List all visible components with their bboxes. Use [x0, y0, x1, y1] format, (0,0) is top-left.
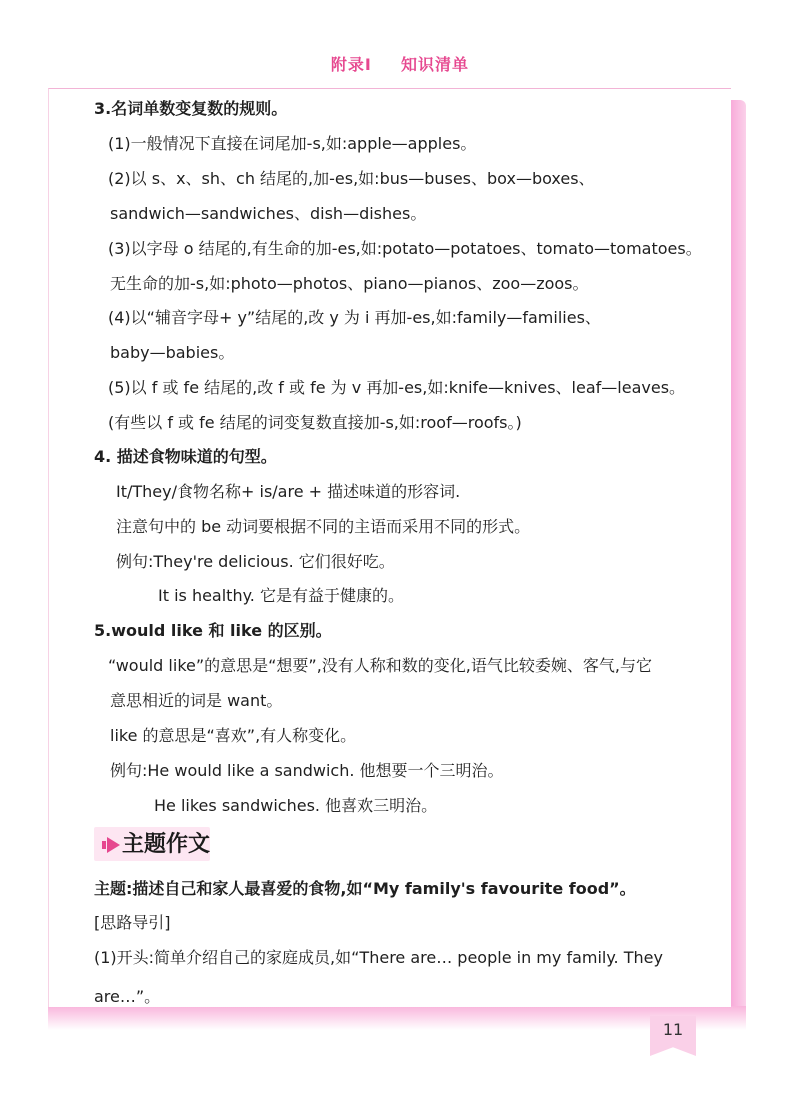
- rule-4: (4)以“辅音字母+ y”结尾的,改 y 为 i 再加-es,如:family—families、: [108, 308, 601, 327]
- taste-example-2: It is healthy. 它是有益于健康的。: [158, 586, 404, 605]
- appendix-label: 附录Ⅰ: [330, 55, 372, 74]
- frame-shadow-right: [730, 100, 746, 1030]
- rule-3: (3)以字母 o 结尾的,有生命的加-es,如:potato—potatoes、tomato—tomatoes。: [108, 239, 702, 258]
- would-like-desc: “would like”的意思是“想要”,没有人称和数的变化,语气比较委婉、客气,与它: [108, 656, 652, 675]
- taste-example-1: 例句:They're delicious. 它们很好吃。: [116, 552, 395, 571]
- heading-would-like: 5.would like 和 like 的区别。: [94, 621, 332, 640]
- taste-note: 注意句中的 be 动词要根据不同的主语而采用不同的形式。: [116, 517, 531, 536]
- would-like-desc-cont: 意思相近的词是 want。: [110, 691, 283, 710]
- frame-shadow-bottom: [48, 1006, 746, 1030]
- rule-4-cont: baby—babies。: [110, 343, 235, 362]
- essay-topic: [94, 878, 636, 900]
- essay-guide-heading: [思路导引]: [94, 913, 171, 932]
- rule-1: (1)一般情况下直接在词尾加-s,如:apple—apples。: [108, 134, 477, 153]
- section-title: 主题作文: [122, 832, 211, 857]
- rule-5-note: (有些以 f 或 fe 结尾的词变复数直接加-s,如:roof—roofs。): [108, 413, 522, 432]
- header-title: 知识清单: [401, 55, 470, 74]
- heading-taste-pattern: 4. 描述食物味道的句型。: [94, 447, 277, 466]
- rule-3-cont: 无生命的加-s,如:photo—photos、piano—pianos、zoo—zoos。: [110, 274, 589, 293]
- pink-arrow-icon: [102, 837, 120, 853]
- page-frame: [48, 88, 731, 1007]
- essay-guide-1: (1)开头:简单介绍自己的家庭成员,如“There are… people in my family. They: [94, 948, 663, 967]
- running-header: [0, 52, 800, 75]
- page-number: 11: [662, 1020, 684, 1039]
- rule-2: (2)以 s、x、sh、ch 结尾的,加-es,如:bus—buses、box—boxes、: [108, 169, 595, 188]
- heading-plural-rules: 3.名词单数变复数的规则。: [94, 99, 288, 118]
- like-example-2: He likes sandwiches. 他喜欢三明治。: [154, 796, 438, 815]
- taste-pattern: It/They/食物名称+ is/are + 描述味道的形容词.: [116, 482, 461, 501]
- essay-guide-1-cont: are…”。: [94, 987, 161, 1006]
- like-example-1: 例句:He would like a sandwich. 他想要一个三明治。: [110, 761, 504, 780]
- rule-2-cont: sandwich—sandwiches、dish—dishes。: [110, 204, 427, 223]
- like-desc: like 的意思是“喜欢”,有人称变化。: [110, 726, 357, 745]
- essay-topic-text: 主题:描述自己和家人最喜爱的食物,如“My family's favourite food”。: [94, 879, 636, 898]
- rule-5: (5)以 f 或 fe 结尾的,改 f 或 fe 为 v 再加-es,如:knife—knives、leaf—leaves。: [108, 378, 686, 397]
